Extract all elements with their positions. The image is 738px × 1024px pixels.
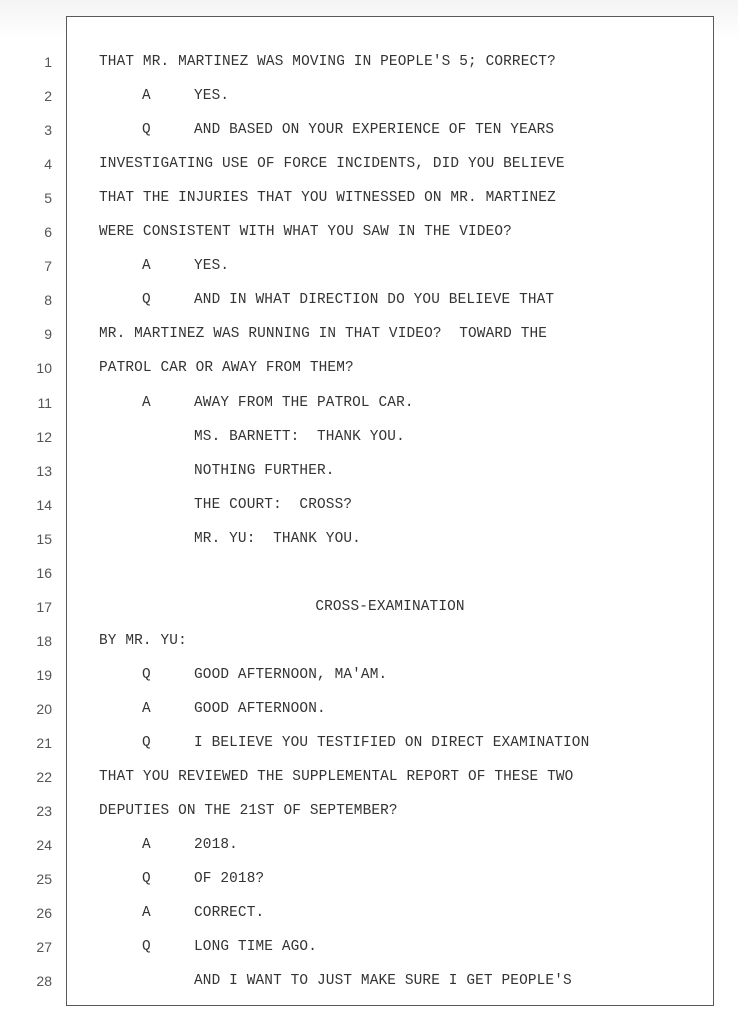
transcript-line-text: NOTHING FURTHER.	[194, 462, 335, 479]
line-number: 4	[44, 156, 52, 173]
line-number: 5	[44, 190, 52, 207]
line-number: 26	[36, 905, 52, 922]
transcript-line-text: GOOD AFTERNOON, MA'AM.	[194, 666, 388, 683]
line-number: 28	[36, 973, 52, 990]
line-number: 10	[36, 360, 52, 377]
line-number: 7	[44, 258, 52, 275]
transcript-line-text: 2018.	[194, 837, 238, 854]
transcript-line-text: AND BASED ON YOUR EXPERIENCE OF TEN YEARS	[194, 122, 555, 139]
speaker-label: Q	[142, 735, 151, 751]
transcript-line-text: YES.	[194, 88, 230, 105]
speaker-label: Q	[142, 292, 151, 309]
line-number: 15	[36, 530, 52, 547]
transcript-line-text: BY MR. YU:	[99, 632, 187, 649]
speaker-label: Q	[142, 939, 151, 956]
transcript-line-text: DEPUTIES ON THE 21ST OF SEPTEMBER?	[99, 803, 398, 820]
section-heading: CROSS-EXAMINATION	[315, 598, 465, 615]
line-number: 2	[44, 88, 52, 105]
line-number: 13	[36, 462, 52, 479]
line-number: 16	[36, 564, 52, 581]
line-number: 20	[36, 700, 52, 717]
speaker-label: A	[142, 837, 151, 854]
transcript-line-text: WERE CONSISTENT WITH WHAT YOU SAW IN THE VIDEO?	[99, 224, 512, 241]
transcript-line-text: LONG TIME AGO.	[194, 939, 318, 956]
speaker-label: A	[142, 88, 151, 105]
transcript-line-text: MS. BARNETT: THANK YOU.	[194, 428, 405, 445]
transcript-line-text: PATROL CAR OR AWAY FROM THEM?	[99, 360, 354, 377]
line-number: 9	[44, 326, 52, 343]
speaker-label: Q	[142, 871, 151, 888]
line-number: 6	[44, 224, 52, 241]
transcript-line-text: INVESTIGATING USE OF FORCE INCIDENTS, DID YOU BELIEVE	[99, 156, 565, 173]
line-number: 14	[36, 496, 52, 513]
line-number: 25	[36, 871, 52, 888]
transcript-line-text: MR. YU: THANK YOU.	[194, 530, 361, 547]
transcript-line-text: AND IN WHAT DIRECTION DO YOU BELIEVE THAT	[194, 292, 555, 309]
line-number: 22	[36, 769, 52, 786]
line-number: 21	[36, 735, 52, 751]
transcript-line-text: THAT YOU REVIEWED THE SUPPLEMENTAL REPORT OF THESE TWO	[99, 769, 574, 786]
line-number: 12	[36, 428, 52, 445]
line-number: 23	[36, 803, 52, 820]
line-number: 3	[44, 122, 52, 139]
line-number: 8	[44, 292, 52, 309]
speaker-label: A	[142, 394, 151, 411]
transcript-line-text: CORRECT.	[194, 905, 265, 922]
speaker-label: A	[142, 905, 151, 922]
transcript-line-text: GOOD AFTERNOON.	[194, 700, 326, 717]
speaker-label: Q	[142, 666, 151, 683]
transcript-line-text: THAT MR. MARTINEZ WAS MOVING IN PEOPLE'S 5; CORRECT?	[99, 54, 556, 70]
transcript-line-text: AWAY FROM THE PATROL CAR.	[194, 394, 414, 411]
transcript-line-text: THAT THE INJURIES THAT YOU WITNESSED ON MR. MARTINEZ	[99, 190, 556, 207]
transcript-line-text: THE COURT: CROSS?	[194, 496, 353, 513]
line-number: 18	[36, 632, 52, 649]
speaker-label: A	[142, 258, 151, 275]
line-number: 1	[44, 54, 52, 70]
line-number: 27	[36, 939, 52, 956]
speaker-label: A	[142, 700, 151, 717]
transcript-line-text: MR. MARTINEZ WAS RUNNING IN THAT VIDEO? TOWARD THE	[99, 326, 548, 343]
line-number: 17	[36, 598, 52, 615]
line-number: 24	[36, 837, 52, 854]
speaker-label: Q	[142, 122, 151, 139]
line-number: 11	[37, 394, 52, 411]
transcript-line-text: I BELIEVE YOU TESTIFIED ON DIRECT EXAMINATION	[194, 735, 590, 751]
line-number: 19	[36, 666, 52, 683]
transcript-line-text: YES.	[194, 258, 230, 275]
transcript-line-text: OF 2018?	[194, 871, 265, 888]
transcript-line-text: AND I WANT TO JUST MAKE SURE I GET PEOPLE'S	[194, 973, 572, 990]
